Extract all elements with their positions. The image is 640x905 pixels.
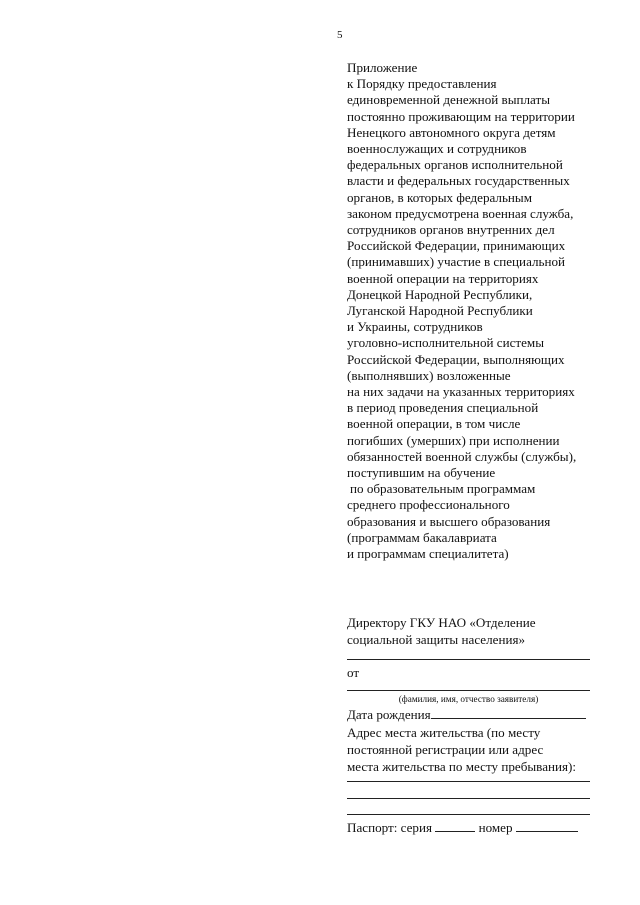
address-field-line-2[interactable] xyxy=(347,798,590,799)
appendix-line: военной операции, в том числе xyxy=(347,416,521,432)
from-label: от xyxy=(347,665,360,680)
appendix-line: федеральных органов исполнительной xyxy=(347,157,563,173)
appendix-line: Донецкой Народной Республики, xyxy=(347,286,533,302)
passport-series-field[interactable] xyxy=(435,819,475,832)
addressee-line: социальной защиты населения» xyxy=(347,631,526,647)
address-label-line: места жительства по месту пребывания): xyxy=(347,759,577,774)
appendix-line: и программам специалитета) xyxy=(347,546,509,562)
birth-date-field[interactable] xyxy=(431,706,586,719)
appendix-line: обязанностей военной службы (службы), xyxy=(347,448,577,464)
appendix-line: Ненецкого автономного округа детям xyxy=(347,124,556,140)
applicant-name-line[interactable] xyxy=(347,690,590,691)
address-label-line: Адрес места жительства (по месту xyxy=(347,725,541,740)
passport-series-label: Паспорт: серия xyxy=(347,820,433,835)
appendix-line: на них задачи на указанных территориях xyxy=(347,384,575,400)
addressee-blank-line[interactable] xyxy=(347,659,590,660)
appendix-line: Российской Федерации, принимающих xyxy=(347,238,566,254)
birth-date-row xyxy=(347,706,586,723)
appendix-line: образования и высшего образования xyxy=(347,513,551,529)
appendix-line: (выполнявших) возложенные xyxy=(347,367,511,383)
appendix-line: в период проведения специальной xyxy=(347,400,539,416)
appendix-line: военнослужащих и сотрудников xyxy=(347,141,527,157)
appendix-line: Луганской Народной Республики xyxy=(347,303,533,319)
passport-number-label: номер xyxy=(478,820,513,835)
appendix-line: поступившим на обучение xyxy=(347,465,496,481)
appendix-line: сотрудников органов внутренних дел xyxy=(347,222,555,238)
page-number: 5 xyxy=(337,29,343,41)
appendix-line: по образовательным программам xyxy=(350,481,536,497)
appendix-line: среднего профессионального xyxy=(347,497,510,513)
appendix-line: Приложение xyxy=(347,60,418,75)
address-block xyxy=(347,724,597,775)
passport-row xyxy=(347,819,578,836)
appendix-header xyxy=(347,60,637,562)
addressee-line: Директору ГКУ НАО «Отделение xyxy=(347,615,536,630)
appendix-line: к Порядку предоставления xyxy=(347,76,497,92)
passport-number-field[interactable] xyxy=(516,819,578,832)
appendix-line: постоянно проживающим на территории xyxy=(347,108,575,124)
appendix-line: военной операции на территориях xyxy=(347,270,539,286)
addressee-block xyxy=(347,615,592,649)
address-label-line: постоянной регистрации или адрес xyxy=(347,742,544,757)
appendix-line: (программам бакалавриата xyxy=(347,529,497,545)
appendix-line: законом предусмотрена военная служба, xyxy=(347,205,574,221)
appendix-line: единовременной денежной выплаты xyxy=(347,92,551,108)
address-field-line-1[interactable] xyxy=(347,781,590,782)
appendix-line: Российской Федерации, выполняющих xyxy=(347,351,565,367)
appendix-line: власти и федеральных государственных xyxy=(347,173,570,189)
appendix-line: уголовно-исполнительной системы xyxy=(347,335,545,351)
appendix-line: (принимавших) участие в специальной xyxy=(347,254,566,270)
appendix-line: и Украины, сотрудников xyxy=(347,319,483,335)
applicant-caption: (фамилия, имя, отчество заявителя) xyxy=(398,694,539,704)
appendix-line: органов, в которых федеральным xyxy=(347,189,533,205)
birth-date-label: Дата рождения xyxy=(347,707,431,722)
appendix-line: погибших (умерших) при исполнении xyxy=(347,432,560,448)
address-field-line-3[interactable] xyxy=(347,814,590,815)
